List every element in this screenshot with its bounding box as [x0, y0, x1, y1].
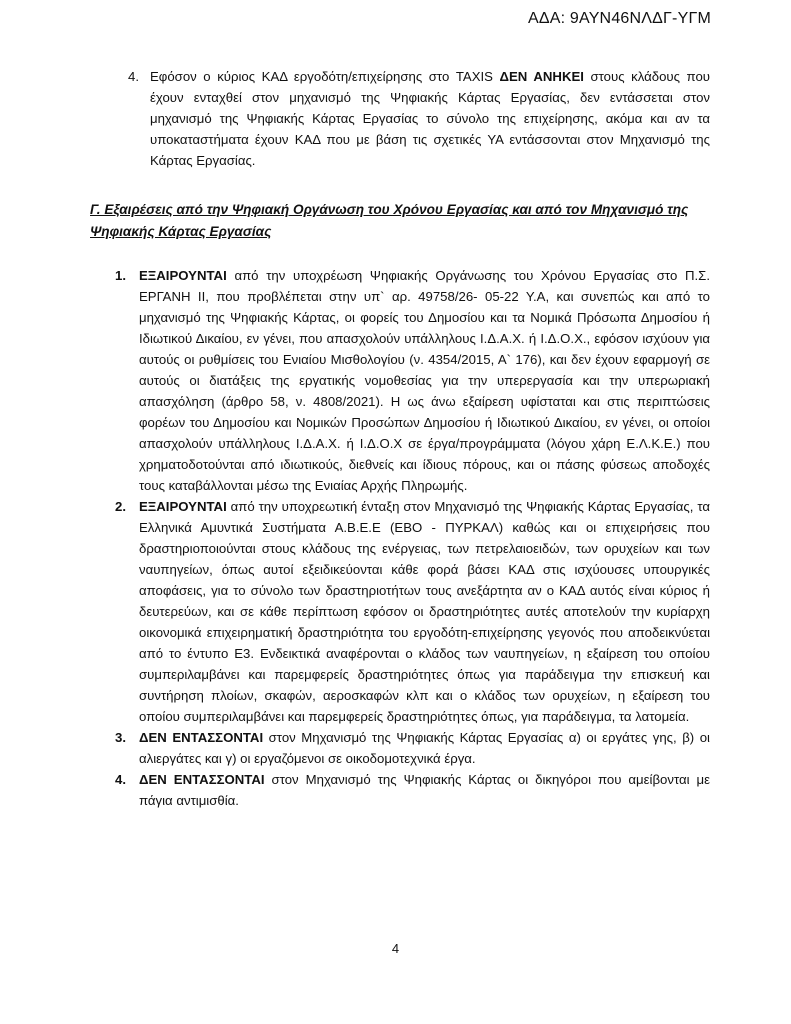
list-item-number: 1.: [115, 268, 126, 283]
item-text-part: στον Μηχανισμό της Ψηφιακής Κάρτας Εργασίας α) οι εργάτες γης, β) οι αλιεργάτες και γ) οι εργαζόμενοι σε οικοδομοτεχνικά έργα.: [139, 730, 710, 766]
list-item: [115, 265, 710, 496]
item-emphasis: ΔΕΝ ΑΝΗΚΕΙ: [499, 69, 584, 84]
item-emphasis: ΔΕΝ ΕΝΤΑΣΣΟΝΤΑΙ: [139, 730, 264, 745]
exceptions-list: [90, 265, 710, 811]
intro-list-item: [128, 66, 710, 171]
list-item-text: [150, 66, 710, 171]
document-body: [90, 66, 710, 811]
item-text-part: στον Μηχανισμό της Ψηφιακής Κάρτας οι δικηγόροι που αμείβονται με πάγια αντιμισθία.: [139, 772, 710, 808]
item-text-part: Εφόσον ο κύριος ΚΑΔ εργοδότη/επιχείρησης στο TAXIS: [150, 69, 500, 84]
list-item: [115, 496, 710, 727]
list-item-text: [139, 265, 710, 496]
page-number: 4: [391, 941, 400, 956]
document-ada-code: ΑΔΑ: 9ΑΥΝ46ΝΛΔΓ-ΥΓΜ: [527, 10, 711, 27]
item-text-part: από την υποχρέωση Ψηφιακής Οργάνωσης του Χρόνου Εργασίας στο Π.Σ. ΕΡΓΑΝΗ ΙΙ, που προβλέπεται στην υπ` αρ. 49758/26- 05-22 Υ.Α, και συνεπώς και από το μηχανισμό της Ψηφιακής Κάρτας, οι φορείς του Δημοσίου και τα Νομικά Πρόσωπα Δημοσίου ή Ιδιωτικού Δικαίου, εν γένει, που απασχολούν υπάλληλους Ι.Δ.Α.Χ. ή Ι.Δ.Ο.Χ., εφόσον ισχύουν για αυτούς οι ρυθμίσεις του Ενιαίου Μισθολογίου (ν. 4354/2015, Α` 176), και δεν έχουν εφαρμογή σε αυτούς οι διατάξεις της εργατικής νομοθεσίας για την υπερεργασία και την υπερωριακή απασχόληση (άρθρο 58, ν. 4808/2021). Η ως άνω εξαίρεση υφίσταται και στις περιπτώσεις φορέων του Δημοσίου και Νομικών Προσώπων Δημοσίου ή Ιδιωτικού Δικαίου, εν γένει, οι οποίοι απασχολούν υπάλληλους Ι.Δ.Α.Χ. ή Ι.Δ.Ο.Χ σε έργα/προγράμματα (λόγου χάρη Ε.Λ.Κ.Ε.) που χρηματοδοτούνται από ιδιωτικούς, διεθνείς και ίδιους πόρους, και οι πάσης φύσεως αποδοχές τους καταβάλλονται μέσω της Ενιαίας Αρχής Πληρωμής.: [139, 268, 710, 493]
item-emphasis: ΕΞΑΙΡΟΥΝΤΑΙ: [139, 268, 227, 283]
item-emphasis: ΕΞΑΙΡΟΥΝΤΑΙ: [139, 499, 227, 514]
item-text-part: στους κλάδους που έχουν ενταχθεί στον μηχανισμό της Ψηφιακής Κάρτας Εργασίας, δεν εντάσσεται στον μηχανισμό της Ψηφιακής Κάρτας Εργασίας το σύνολο της επιχείρησης, ακόμα και αν τα υποκαταστήματα έχουν ΚΑΔ που με βάση τις σχετικές ΥΑ εντάσσονται στον Μηχανισμό της Κάρτας Εργασίας.: [150, 69, 710, 168]
list-item-text: [139, 769, 710, 811]
list-item-number: 3.: [115, 730, 126, 745]
item-text-part: από την υποχρεωτική ένταξη στον Μηχανισμό της Ψηφιακής Κάρτας Εργασίας, τα Ελληνικά Αμυντικά Συστήματα Α.Β.Ε.Ε (ΕΒΟ - ΠΥΡΚΑΛ) καθώς και οι επιχειρήσεις που δραστηριοποιούνται στους κλάδους της ενέργειας, των πετρελαιοειδών, των ορυχείων και των ναυπηγείων, όπως αυτοί εξειδικεύονται κάθε φορά βάσει ΚΑΔ στις ισχύουσες υπουργικές αποφάσεις, για το σύνολο των δραστηριοτήτων τους ανεξάρτητα αν ο ΚΑΔ αυτός είναι κύριος ή δευτερεύων, και σε κάθε περίπτωση εφόσον οι δραστηριότητες αυτές αποτελούν την κυρίαρχη οικονομικά επιχειρηματική δραστηριότητα του εργοδότη-επιχείρησης γεγονός που αποδεικνύεται από το έντυπο Ε3. Ενδεικτικά αναφέρονται ο κλάδος των ναυπηγείων, η εξαίρεση του οποίου συμπεριλαμβάνει και παρεμφερείς δραστηριότητες όπως για παράδειγμα την επισκευή και συντήρηση πλοίων, σκαφών, αεροσκαφών κλπ και ο κλάδος των ορυχείων, η εξαίρεση του οποίου συμπεριλαμβάνει και παρεμφερείς δραστηριότητες όπως, για παράδειγμα, τα λατομεία.: [139, 499, 710, 724]
item-emphasis: ΔΕΝ ΕΝΤΑΣΣΟΝΤΑΙ: [139, 772, 265, 787]
list-item-number: 4.: [128, 69, 139, 84]
list-item-text: [139, 496, 710, 727]
list-item-text: [139, 727, 710, 769]
list-item: [115, 727, 710, 769]
list-item-number: 2.: [115, 499, 126, 514]
list-item: [115, 769, 710, 811]
section-heading: Γ. Εξαιρέσεις από την Ψηφιακή Οργάνωση του Χρόνου Εργασίας και από τον Μηχανισμό της Ψηφιακής Κάρτας Εργασίας: [90, 202, 689, 239]
list-item-number: 4.: [115, 772, 126, 787]
